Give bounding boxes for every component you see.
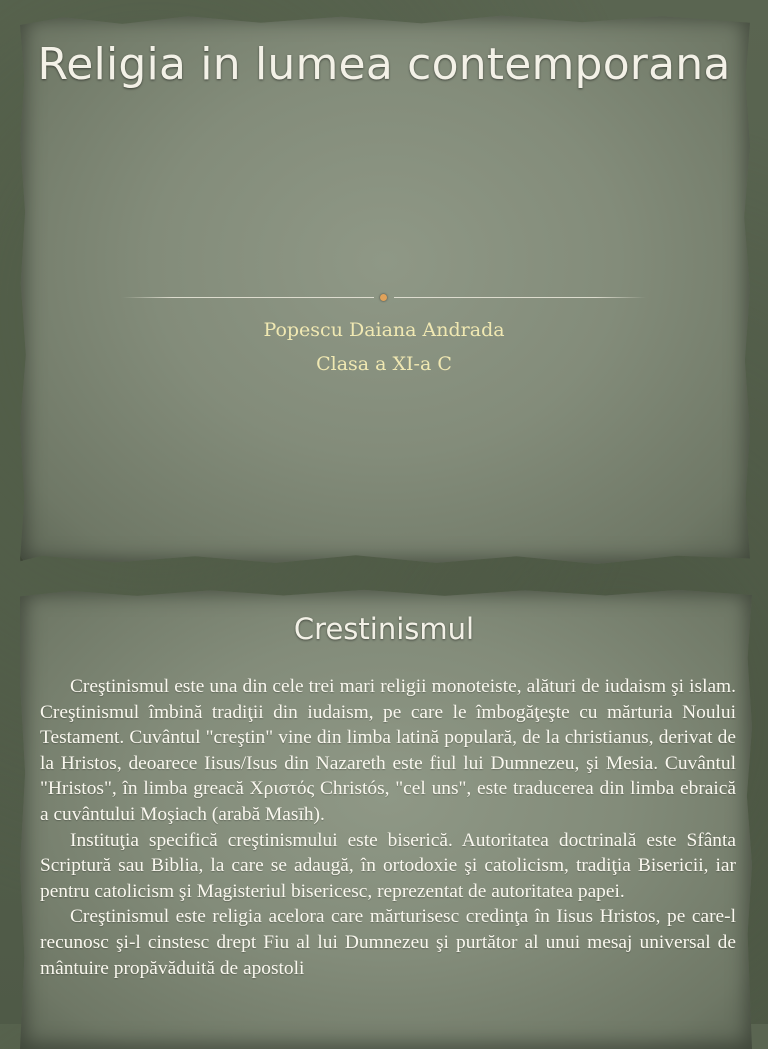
body-text — [40, 674, 736, 981]
author-name: Popescu Daiana Andrada — [263, 319, 505, 341]
title-divider — [122, 297, 646, 299]
divider-line-right — [394, 297, 646, 298]
section-title: Crestinismul — [293, 612, 475, 646]
paragraph: Creştinismul este una din cele trei mari religii monoteiste, alături de iudaism şi islam. Creştinismul îmbină tradiţii din iudaism, pe care le îmbogăţeşte cu mărturia Noului Testament. Cuvântul "creştin" vine din limba latină populară, de la christianus, derivat de la Hristos, deoarece Iisus/Isus din Nazareth este fiul lui Dumnezeu, şi Mesia. Cuvântul "Hristos", în limba greacă Χριστός Christós, "cel uns", este traducerea din limba ebraică a cuvântului Moşiach (arabă Masīh). — [40, 676, 736, 825]
class-name: Clasa a XI-a C — [316, 353, 452, 375]
divider-line-left — [122, 297, 374, 298]
paragraph: Instituţia specifică creştinismului este biserică. Autoritatea doctrinală este Sfânta Scriptură sau Biblia, la care se adaugă, în ortodoxie şi catolicism, tradiţia Bisericii, iar pentru catolicism şi Magisteriul bisericesc, reprezentat de autoritatea papei. — [40, 829, 736, 902]
paragraph: Creştinismul este religia acelora care mărturisesc credinţa în Iisus Hristos, pe care-l recunosc şi-l cinstesc drept Fiu al lui Dumnezeu şi purtător al unui mesaj universal de mântuire propăvăduită de apostoli — [40, 906, 736, 979]
paper-background — [20, 14, 750, 564]
divider-dot-icon — [380, 294, 387, 301]
content-slide — [0, 585, 768, 1024]
presentation-title: Religia in lumea contemporana — [37, 39, 731, 90]
